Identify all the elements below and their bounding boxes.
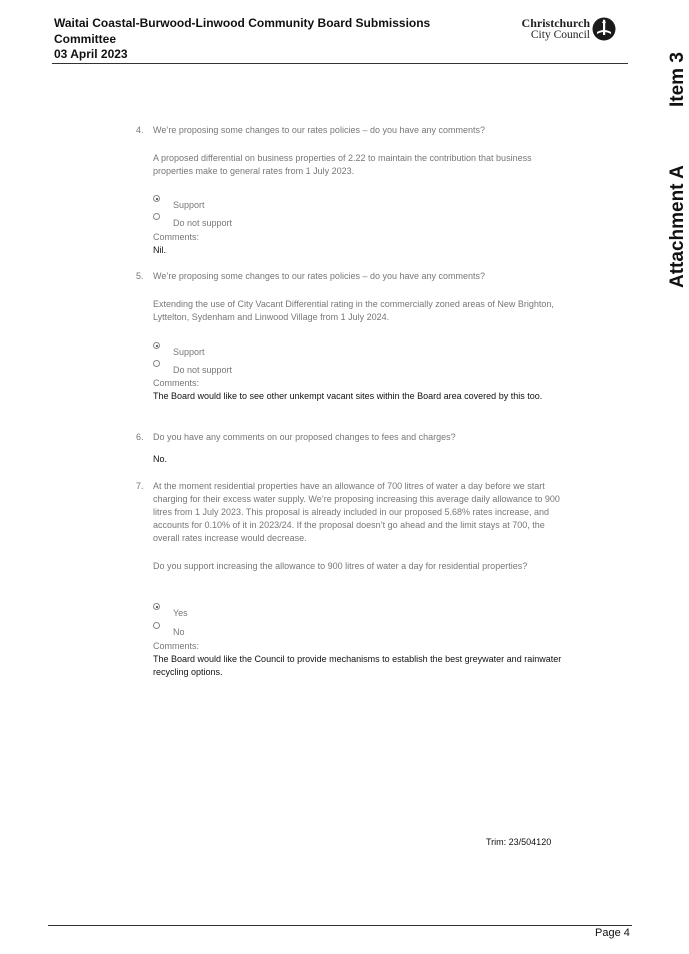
comments-label: Comments: — [153, 641, 200, 651]
council-logo — [506, 17, 618, 47]
option-do-not-support[interactable] — [153, 213, 353, 233]
radio-selected-icon[interactable] — [153, 342, 160, 349]
option-support[interactable] — [153, 342, 353, 362]
radio-selected-icon[interactable] — [153, 195, 160, 202]
footer-divider — [48, 925, 632, 926]
answer-text: Nil. — [153, 245, 166, 255]
option-label: Yes — [173, 608, 188, 618]
answer-text: The Board would like to see other unkempt vacant sites within the Board area covered by this too. — [153, 391, 543, 401]
question-number: 4. — [136, 125, 144, 135]
attachment-label: Attachment A — [667, 165, 688, 288]
comments-label: Comments: — [153, 378, 200, 388]
answer-text: No. — [153, 454, 168, 464]
question-number: 7. — [136, 481, 144, 491]
option-no[interactable] — [153, 622, 353, 642]
question-detail: Do you support increasing the allowance to 900 litres of water a day for residential properties? — [153, 561, 528, 571]
option-label: Support — [173, 347, 205, 357]
radio-unselected-icon[interactable] — [153, 213, 160, 220]
item-label: Item 3 — [667, 52, 688, 107]
option-label: Support — [173, 200, 205, 210]
document-header — [54, 16, 474, 63]
header-title-line2: Committee — [54, 31, 117, 46]
option-support[interactable] — [153, 195, 353, 215]
question-text: At the moment residential properties have an allowance of 700 litres of water a day before we start charging for their excess water supply. We’re proposing increasing this average daily allowance to 900 litres from 1 July 2023. This proposal is already included in our proposed 5.68% rates increase, and accounts for 0.10% of it in 2023/24. If the proposal doesn’t go ahead and the limit stays at 700, the overall rates increase would decrease. — [153, 481, 560, 543]
option-yes[interactable] — [153, 603, 353, 623]
logo-line1: Christchurch — [521, 16, 590, 30]
question-detail: A proposed differential on business properties of 2.22 to maintain the contribution that business properties make to general rates from 1 July 2023. — [153, 153, 532, 176]
trim-reference: Trim: 23/504120 — [486, 837, 552, 847]
answer-text: The Board would like the Council to provide mechanisms to establish the best greywater and rainwater recycling options. — [153, 654, 562, 677]
radio-unselected-icon[interactable] — [153, 622, 160, 629]
header-title-line1: Waitai Coastal-Burwood-Linwood Community Board Submissions — [54, 16, 431, 30]
comments-label: Comments: — [153, 232, 200, 242]
question-text: We’re proposing some changes to our rates policies – do you have any comments? — [153, 125, 486, 135]
option-label: No — [173, 627, 185, 637]
question-detail: Extending the use of City Vacant Differential rating in the commercially zoned areas of New Brighton, Lyttelton, Sydenham and Linwood Village from 1 July 2024. — [153, 299, 554, 322]
option-label: Do not support — [173, 365, 233, 375]
question-text: We’re proposing some changes to our rates policies – do you have any comments? — [153, 271, 486, 281]
header-divider — [52, 63, 628, 64]
question-number: 6. — [136, 432, 144, 442]
logo-line2: City Council — [530, 29, 590, 41]
page-number: Page 4 — [595, 927, 630, 939]
cathedral-emblem-icon — [592, 17, 616, 41]
option-label: Do not support — [173, 218, 233, 228]
header-date: 03 April 2023 — [54, 47, 128, 61]
question-text: Do you have any comments on our proposed changes to fees and charges? — [153, 432, 456, 442]
radio-unselected-icon[interactable] — [153, 360, 160, 367]
radio-selected-icon[interactable] — [153, 603, 160, 610]
question-number: 5. — [136, 271, 144, 281]
